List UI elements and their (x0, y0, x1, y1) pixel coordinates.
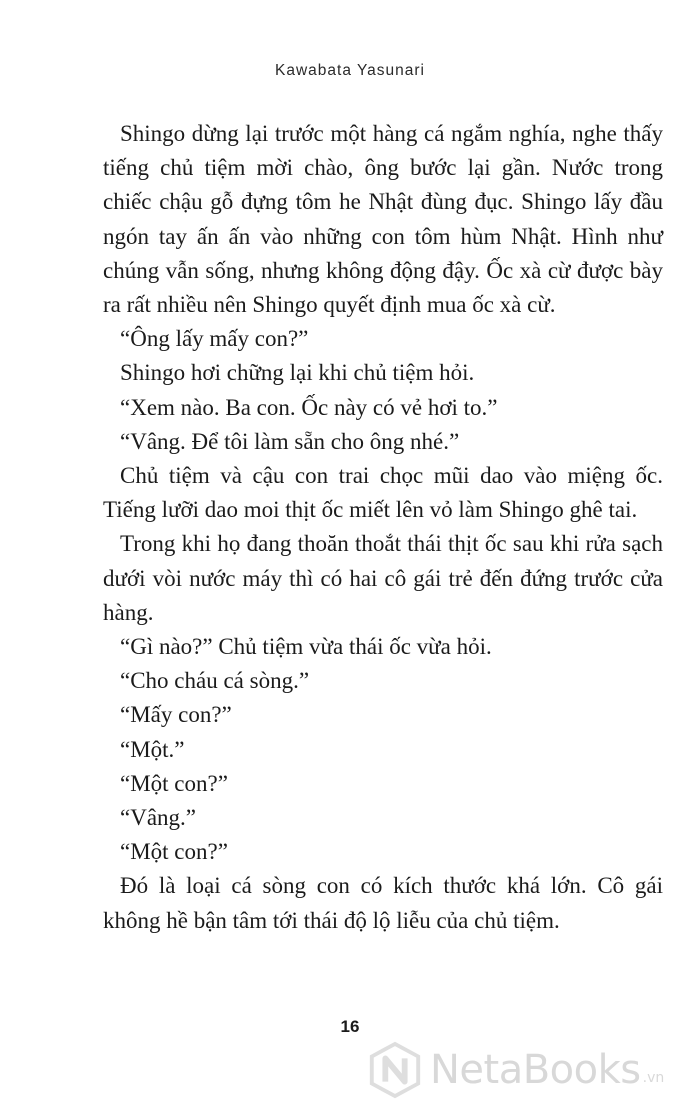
watermark-suffix: .vn (642, 1070, 665, 1086)
paragraph: “Cho cháu cá sòng.” (120, 668, 310, 694)
paragraph: “Vâng. Để tôi làm sẵn cho ông nhé.” (120, 428, 460, 454)
paragraph: “Ông lấy mấy con?” (120, 326, 309, 352)
netabooks-logo-icon (366, 1041, 424, 1099)
paragraph: “Gì nào?” Chủ tiệm vừa thái ốc vừa hỏi. (120, 634, 492, 660)
paragraph: Shingo dừng lại trước một hàng cá ngắm nghía, nghe thấy tiếng chủ tiệm mời chào, ông bước lại gần. Nước trong chiếc chậu gỗ đựng tôm he Nhật đùng đục. Shingo lấy đầu ngón tay ấn ấn vào những con tôm hùm Nhật. Hình như chúng vẫn sống, nhưng không động đậy. Ốc xà cừ được bày ra rất nhiều nên Shingo quyết định mua ốc xà cừ. (103, 121, 663, 318)
page-number: 16 (340, 1017, 360, 1036)
paragraph: “Vâng.” (120, 805, 196, 831)
watermark-brand: NetaBooks (430, 1047, 641, 1093)
paragraph: Đó là loại cá sòng con có kích thước khá lớn. Cô gái không hề bận tâm tới thái độ lộ liễu của chủ tiệm. (103, 873, 663, 933)
running-header: Kawabata Yasunari (275, 62, 425, 79)
paragraph: “Mấy con?” (120, 702, 232, 728)
watermark (366, 1040, 696, 1100)
paragraph: “Một.” (120, 736, 185, 762)
paragraph: “Một con?” (120, 770, 228, 796)
body-text (103, 117, 663, 938)
paragraph: Trong khi họ đang thoăn thoắt thái thịt ốc sau khi rửa sạch dưới vòi nước máy thì có hai cô gái trẻ đến đứng trước cửa hàng. (103, 531, 663, 625)
paragraph: Shingo hơi chững lại khi chủ tiệm hỏi. (120, 360, 475, 386)
paragraph: Chủ tiệm và cậu con trai chọc mũi dao vào miệng ốc. Tiếng lưỡi dao moi thịt ốc miết lên vỏ làm Shingo ghê tai. (103, 463, 663, 523)
paragraph: “Xem nào. Ba con. Ốc này có vẻ hơi to.” (120, 394, 498, 420)
paragraph: “Một con?” (120, 839, 228, 865)
